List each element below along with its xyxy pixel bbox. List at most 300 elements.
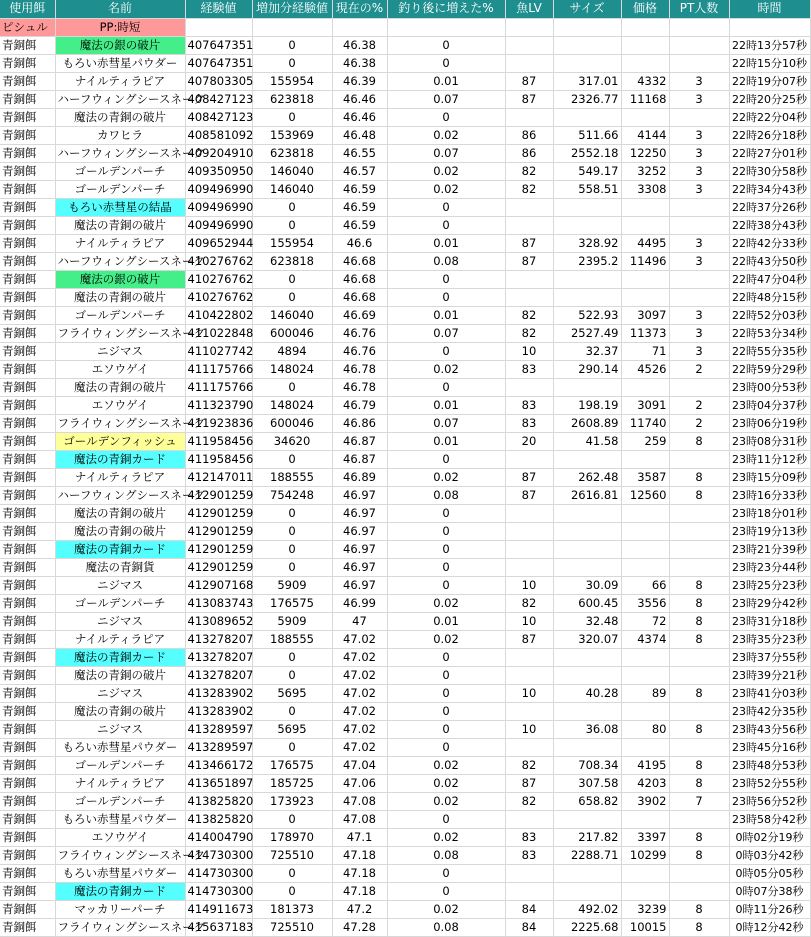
cell-time[interactable]: 22時52分03秒 (729, 306, 810, 324)
cell-bait[interactable]: 青銅餌 (0, 162, 55, 180)
cell-pct-increase[interactable]: 0.07 (387, 90, 505, 108)
cell-name[interactable]: 魔法の青銅の破片 (55, 666, 185, 684)
cell-empty[interactable] (387, 18, 505, 36)
cell-exp[interactable]: 411022848 (185, 324, 252, 342)
cell-party-size[interactable]: 3 (669, 252, 729, 270)
cell-fish-level[interactable] (505, 270, 553, 288)
cell-price[interactable]: 4144 (621, 126, 669, 144)
cell-bait[interactable]: 青銅餌 (0, 306, 55, 324)
cell-exp-gain[interactable]: 153969 (252, 126, 332, 144)
cell-price[interactable]: 11740 (621, 414, 669, 432)
cell-exp-gain[interactable]: 176575 (252, 594, 332, 612)
cell-name[interactable]: もろい赤彗星パウダー (55, 738, 185, 756)
cell-party-size[interactable] (669, 288, 729, 306)
cell-size[interactable] (553, 666, 621, 684)
cell-exp-gain[interactable]: 0 (252, 810, 332, 828)
cell-size[interactable] (553, 864, 621, 882)
header-bait[interactable]: 使用餌 (0, 0, 55, 18)
cell-bait[interactable]: 青銅餌 (0, 900, 55, 918)
cell-current-pct[interactable]: 46.97 (332, 576, 387, 594)
cell-party-size[interactable] (669, 378, 729, 396)
cell-pct-increase[interactable]: 0 (387, 882, 505, 900)
cell-party-size[interactable] (669, 504, 729, 522)
cell-fish-level[interactable]: 82 (505, 180, 553, 198)
cell-name[interactable]: 魔法の青銅の破片 (55, 216, 185, 234)
cell-exp-gain[interactable]: 0 (252, 108, 332, 126)
cell-name[interactable]: ナイルティラピア (55, 774, 185, 792)
cell-exp[interactable]: 414730300 (185, 882, 252, 900)
cell-bait[interactable]: 青銅餌 (0, 36, 55, 54)
cell-fish-level[interactable] (505, 378, 553, 396)
cell-fish-level[interactable]: 82 (505, 594, 553, 612)
cell-current-pct[interactable]: 46.68 (332, 288, 387, 306)
cell-price[interactable]: 4495 (621, 234, 669, 252)
cell-price[interactable]: 4195 (621, 756, 669, 774)
cell-exp[interactable]: 413283902 (185, 702, 252, 720)
cell-current-pct[interactable]: 46.78 (332, 378, 387, 396)
cell-bait[interactable]: 青銅餌 (0, 684, 55, 702)
cell-current-pct[interactable]: 46.97 (332, 504, 387, 522)
cell-party-size[interactable]: 8 (669, 774, 729, 792)
cell-time[interactable]: 23時25分23秒 (729, 576, 810, 594)
cell-pct-increase[interactable]: 0 (387, 270, 505, 288)
cell-pct-increase[interactable]: 0.02 (387, 126, 505, 144)
cell-exp[interactable]: 413278207 (185, 666, 252, 684)
cell-pct-increase[interactable]: 0 (387, 54, 505, 72)
cell-bait[interactable]: 青銅餌 (0, 828, 55, 846)
cell-exp-gain[interactable]: 0 (252, 288, 332, 306)
cell-bait[interactable]: 青銅餌 (0, 504, 55, 522)
cell-party-size[interactable]: 8 (669, 918, 729, 936)
cell-time[interactable]: 23時58分42秒 (729, 810, 810, 828)
cell-exp[interactable]: 412147011 (185, 468, 252, 486)
cell-current-pct[interactable]: 46.76 (332, 342, 387, 360)
cell-exp-gain[interactable]: 181373 (252, 900, 332, 918)
cell-time[interactable]: 23時00分53秒 (729, 378, 810, 396)
cell-exp-gain[interactable]: 188555 (252, 630, 332, 648)
cell-current-pct[interactable]: 47.18 (332, 846, 387, 864)
cell-time[interactable]: 23時18分01秒 (729, 504, 810, 522)
cell-current-pct[interactable]: 46.78 (332, 360, 387, 378)
cell-size[interactable] (553, 522, 621, 540)
cell-bait[interactable]: 青銅餌 (0, 108, 55, 126)
cell-size[interactable] (553, 288, 621, 306)
cell-bait[interactable]: 青銅餌 (0, 486, 55, 504)
cell-current-pct[interactable]: 46.59 (332, 216, 387, 234)
cell-name[interactable]: ゴールデンパーチ (55, 792, 185, 810)
cell-fish-level[interactable] (505, 738, 553, 756)
cell-price[interactable]: 80 (621, 720, 669, 738)
cell-exp-gain[interactable]: 146040 (252, 180, 332, 198)
cell-exp[interactable]: 412901259 (185, 504, 252, 522)
cell-exp[interactable]: 409350950 (185, 162, 252, 180)
cell-current-pct[interactable]: 46.59 (332, 180, 387, 198)
cell-exp-gain[interactable]: 5695 (252, 684, 332, 702)
cell-pct-increase[interactable]: 0 (387, 666, 505, 684)
cell-name[interactable]: エソウゲイ (55, 396, 185, 414)
cell-bait[interactable]: 青銅餌 (0, 450, 55, 468)
cell-time[interactable]: 22時47分04秒 (729, 270, 810, 288)
cell-bait[interactable]: 青銅餌 (0, 720, 55, 738)
cell-fish-level[interactable] (505, 108, 553, 126)
cell-empty[interactable] (505, 18, 553, 36)
cell-price[interactable] (621, 702, 669, 720)
cell-bait[interactable]: 青銅餌 (0, 414, 55, 432)
cell-exp-gain[interactable]: 0 (252, 738, 332, 756)
cell-exp-gain[interactable]: 185725 (252, 774, 332, 792)
cell-exp-gain[interactable]: 0 (252, 198, 332, 216)
cell-pct-increase[interactable]: 0.02 (387, 468, 505, 486)
cell-exp[interactable]: 413289597 (185, 738, 252, 756)
cell-pct-increase[interactable]: 0.08 (387, 846, 505, 864)
cell-exp[interactable]: 413825820 (185, 810, 252, 828)
cell-name[interactable]: ゴールデンパーチ (55, 180, 185, 198)
cell-time[interactable]: 23時52分55秒 (729, 774, 810, 792)
cell-fish-level[interactable]: 84 (505, 900, 553, 918)
cell-party-size[interactable] (669, 810, 729, 828)
cell-size[interactable] (553, 378, 621, 396)
cell-size[interactable] (553, 504, 621, 522)
cell-exp[interactable]: 410276762 (185, 270, 252, 288)
cell-size[interactable] (553, 270, 621, 288)
cell-bait[interactable]: 青銅餌 (0, 702, 55, 720)
cell-fish-level[interactable]: 10 (505, 612, 553, 630)
cell-pct-increase[interactable]: 0.02 (387, 900, 505, 918)
cell-bait[interactable]: 青銅餌 (0, 630, 55, 648)
cell-party-size[interactable]: 3 (669, 126, 729, 144)
cell-exp-gain[interactable]: 754248 (252, 486, 332, 504)
cell-name[interactable]: フライウィングシースネーク (55, 414, 185, 432)
cell-size[interactable]: 2326.77 (553, 90, 621, 108)
cell-time[interactable]: 23時41分03秒 (729, 684, 810, 702)
cell-price[interactable] (621, 378, 669, 396)
header-size[interactable]: サイズ (553, 0, 621, 18)
cell-time[interactable]: 22時43分50秒 (729, 252, 810, 270)
cell-price[interactable]: 3397 (621, 828, 669, 846)
cell-fish-level[interactable] (505, 648, 553, 666)
cell-name[interactable]: 魔法の青銅の破片 (55, 108, 185, 126)
cell-bait[interactable]: 青銅餌 (0, 864, 55, 882)
cell-current-pct[interactable]: 46.46 (332, 90, 387, 108)
cell-current-pct[interactable]: 47.06 (332, 774, 387, 792)
cell-time[interactable]: 22時22分04秒 (729, 108, 810, 126)
cell-price[interactable]: 89 (621, 684, 669, 702)
cell-price[interactable]: 259 (621, 432, 669, 450)
cell-current-pct[interactable]: 47.02 (332, 648, 387, 666)
cell-exp[interactable]: 414004790 (185, 828, 252, 846)
cell-exp[interactable]: 410422802 (185, 306, 252, 324)
cell-party-size[interactable]: 8 (669, 432, 729, 450)
cell-time[interactable]: 22時37分26秒 (729, 198, 810, 216)
cell-pct-increase[interactable]: 0.02 (387, 756, 505, 774)
cell-size[interactable]: 36.08 (553, 720, 621, 738)
cell-exp[interactable]: 414730300 (185, 864, 252, 882)
cell-name[interactable]: 魔法の青銅カード (55, 882, 185, 900)
cell-pct-increase[interactable]: 0.02 (387, 630, 505, 648)
cell-time[interactable]: 23時48分53秒 (729, 756, 810, 774)
cell-bait[interactable]: 青銅餌 (0, 666, 55, 684)
cell-pct-increase[interactable]: 0.01 (387, 432, 505, 450)
cell-name[interactable]: ゴールデンパーチ (55, 594, 185, 612)
cell-name[interactable]: ナイルティラピア (55, 234, 185, 252)
cell-exp-gain[interactable]: 0 (252, 378, 332, 396)
cell-exp-gain[interactable]: 5909 (252, 576, 332, 594)
cell-current-pct[interactable]: 47.18 (332, 864, 387, 882)
cell-party-size[interactable]: 3 (669, 324, 729, 342)
cell-party-size[interactable] (669, 270, 729, 288)
cell-exp-gain[interactable]: 155954 (252, 72, 332, 90)
cell-exp[interactable]: 413278207 (185, 630, 252, 648)
cell-fish-level[interactable] (505, 540, 553, 558)
cell-size[interactable] (553, 738, 621, 756)
cell-time[interactable]: 0時03分42秒 (729, 846, 810, 864)
cell-size[interactable]: 2616.81 (553, 486, 621, 504)
cell-bait[interactable]: 青銅餌 (0, 270, 55, 288)
cell-bait[interactable]: 青銅餌 (0, 774, 55, 792)
cell-pct-increase[interactable]: 0 (387, 450, 505, 468)
cell-bait[interactable]: 青銅餌 (0, 558, 55, 576)
cell-pct-increase[interactable]: 0 (387, 558, 505, 576)
cell-size[interactable]: 658.82 (553, 792, 621, 810)
cell-bait[interactable]: 青銅餌 (0, 540, 55, 558)
cell-party-size[interactable]: 3 (669, 72, 729, 90)
cell-bait[interactable]: 青銅餌 (0, 180, 55, 198)
cell-name[interactable]: 魔法の銀の破片 (55, 270, 185, 288)
cell-time[interactable]: 23時21分39秒 (729, 540, 810, 558)
cell-fish-level[interactable]: 83 (505, 396, 553, 414)
cell-exp[interactable]: 409496990 (185, 216, 252, 234)
cell-bait[interactable]: 青銅餌 (0, 792, 55, 810)
cell-current-pct[interactable]: 46.69 (332, 306, 387, 324)
cell-bait[interactable]: 青銅餌 (0, 810, 55, 828)
cell-pct-increase[interactable]: 0.02 (387, 792, 505, 810)
cell-exp-gain[interactable]: 0 (252, 36, 332, 54)
cell-current-pct[interactable]: 46.97 (332, 486, 387, 504)
cell-time[interactable]: 0時07分38秒 (729, 882, 810, 900)
cell-name[interactable]: もろい赤彗星パウダー (55, 864, 185, 882)
cell-party-size[interactable]: 8 (669, 594, 729, 612)
cell-price[interactable]: 3252 (621, 162, 669, 180)
cell-fish-level[interactable] (505, 864, 553, 882)
cell-size[interactable]: 290.14 (553, 360, 621, 378)
cell-price[interactable]: 4203 (621, 774, 669, 792)
cell-time[interactable]: 22時26分18秒 (729, 126, 810, 144)
cell-price[interactable] (621, 558, 669, 576)
cell-size[interactable]: 492.02 (553, 900, 621, 918)
cell-fish-level[interactable]: 86 (505, 144, 553, 162)
cell-current-pct[interactable]: 46.99 (332, 594, 387, 612)
cell-fish-level[interactable]: 10 (505, 576, 553, 594)
cell-empty[interactable] (252, 18, 332, 36)
cell-name[interactable]: ゴールデンパーチ (55, 162, 185, 180)
cell-bait[interactable]: 青銅餌 (0, 324, 55, 342)
cell-pct-increase[interactable]: 0.01 (387, 72, 505, 90)
cell-fish-level[interactable] (505, 36, 553, 54)
cell-exp[interactable]: 411323790 (185, 396, 252, 414)
cell-name[interactable]: ナイルティラピア (55, 468, 185, 486)
cell-name[interactable]: エソウゲイ (55, 828, 185, 846)
cell-exp[interactable]: 412901259 (185, 522, 252, 540)
cell-time[interactable]: 22時34分43秒 (729, 180, 810, 198)
cell-time[interactable]: 23時56分52秒 (729, 792, 810, 810)
cell-name[interactable]: ニジマス (55, 612, 185, 630)
cell-exp-gain[interactable]: 600046 (252, 324, 332, 342)
cell-current-pct[interactable]: 46.79 (332, 396, 387, 414)
cell-party-size[interactable] (669, 522, 729, 540)
cell-bait-type[interactable]: ピシュル (0, 18, 55, 36)
cell-price[interactable]: 10299 (621, 846, 669, 864)
cell-party-size[interactable] (669, 558, 729, 576)
cell-size[interactable] (553, 108, 621, 126)
cell-name[interactable]: 魔法の銀の破片 (55, 36, 185, 54)
cell-time[interactable]: 23時19分13秒 (729, 522, 810, 540)
cell-exp[interactable]: 408427123 (185, 90, 252, 108)
cell-current-pct[interactable]: 46.89 (332, 468, 387, 486)
cell-price[interactable]: 71 (621, 342, 669, 360)
cell-size[interactable]: 511.66 (553, 126, 621, 144)
cell-bait[interactable]: 青銅餌 (0, 648, 55, 666)
cell-fish-level[interactable]: 87 (505, 234, 553, 252)
header-party-size[interactable]: PT人数 (669, 0, 729, 18)
cell-pct-increase[interactable]: 0 (387, 108, 505, 126)
cell-party-size[interactable]: 3 (669, 234, 729, 252)
cell-exp[interactable]: 409496990 (185, 180, 252, 198)
cell-time[interactable]: 22時59分29秒 (729, 360, 810, 378)
cell-party-size[interactable]: 2 (669, 360, 729, 378)
cell-pct-increase[interactable]: 0 (387, 576, 505, 594)
cell-time[interactable]: 23時45分16秒 (729, 738, 810, 756)
cell-party-size[interactable] (669, 666, 729, 684)
cell-exp[interactable]: 410276762 (185, 252, 252, 270)
cell-current-pct[interactable]: 46.87 (332, 450, 387, 468)
cell-size[interactable]: 320.07 (553, 630, 621, 648)
cell-pct-increase[interactable]: 0.02 (387, 594, 505, 612)
cell-pct-increase[interactable]: 0 (387, 378, 505, 396)
cell-name[interactable]: ナイルティラピア (55, 630, 185, 648)
cell-current-pct[interactable]: 47.18 (332, 882, 387, 900)
cell-time[interactable]: 23時43分56秒 (729, 720, 810, 738)
cell-name[interactable]: 魔法の青銅カード (55, 450, 185, 468)
cell-exp-gain[interactable]: 0 (252, 450, 332, 468)
cell-time[interactable]: 23時35分23秒 (729, 630, 810, 648)
cell-bait[interactable]: 青銅餌 (0, 594, 55, 612)
cell-price[interactable] (621, 738, 669, 756)
cell-empty[interactable] (553, 18, 621, 36)
cell-exp[interactable]: 413289597 (185, 720, 252, 738)
cell-size[interactable]: 328.92 (553, 234, 621, 252)
cell-current-pct[interactable]: 46.76 (332, 324, 387, 342)
cell-fish-level[interactable] (505, 558, 553, 576)
cell-fish-level[interactable]: 84 (505, 918, 553, 936)
cell-pct-increase[interactable]: 0 (387, 36, 505, 54)
cell-time[interactable]: 22時20分25秒 (729, 90, 810, 108)
cell-exp[interactable]: 407647351 (185, 54, 252, 72)
cell-exp[interactable]: 413278207 (185, 648, 252, 666)
cell-fish-level[interactable]: 82 (505, 756, 553, 774)
cell-fish-level[interactable]: 87 (505, 630, 553, 648)
cell-name[interactable]: もろい赤彗星の結晶 (55, 198, 185, 216)
cell-fish-level[interactable]: 82 (505, 792, 553, 810)
cell-fish-level[interactable]: 83 (505, 414, 553, 432)
cell-party-size[interactable] (669, 702, 729, 720)
cell-time[interactable]: 23時15分09秒 (729, 468, 810, 486)
cell-time[interactable]: 23時16分33秒 (729, 486, 810, 504)
cell-current-pct[interactable]: 46.48 (332, 126, 387, 144)
cell-exp[interactable]: 411923836 (185, 414, 252, 432)
cell-current-pct[interactable]: 47.08 (332, 792, 387, 810)
cell-party-size[interactable]: 8 (669, 900, 729, 918)
cell-empty[interactable] (621, 18, 669, 36)
cell-current-pct[interactable]: 47.2 (332, 900, 387, 918)
cell-size[interactable] (553, 540, 621, 558)
cell-exp-gain[interactable]: 0 (252, 54, 332, 72)
cell-size[interactable]: 2225.68 (553, 918, 621, 936)
cell-size[interactable] (553, 36, 621, 54)
cell-current-pct[interactable]: 47.02 (332, 720, 387, 738)
cell-party-size[interactable] (669, 738, 729, 756)
cell-size[interactable]: 40.28 (553, 684, 621, 702)
cell-exp-gain[interactable]: 0 (252, 504, 332, 522)
cell-size[interactable]: 41.58 (553, 432, 621, 450)
cell-exp-gain[interactable]: 0 (252, 522, 332, 540)
cell-party-size[interactable]: 8 (669, 486, 729, 504)
cell-exp[interactable]: 412901259 (185, 558, 252, 576)
cell-name[interactable]: マッカリーパーチ (55, 900, 185, 918)
cell-current-pct[interactable]: 46.97 (332, 540, 387, 558)
cell-exp[interactable]: 411027742 (185, 342, 252, 360)
cell-name[interactable]: ハーフウィングシースネーク (55, 486, 185, 504)
cell-exp[interactable]: 408581092 (185, 126, 252, 144)
cell-exp[interactable]: 412901259 (185, 486, 252, 504)
cell-price[interactable]: 3587 (621, 468, 669, 486)
cell-pct-increase[interactable]: 0 (387, 738, 505, 756)
cell-size[interactable]: 32.48 (553, 612, 621, 630)
cell-fish-level[interactable]: 10 (505, 342, 553, 360)
cell-size[interactable]: 307.58 (553, 774, 621, 792)
cell-size[interactable]: 708.34 (553, 756, 621, 774)
cell-pct-increase[interactable]: 0 (387, 720, 505, 738)
cell-exp-gain[interactable]: 176575 (252, 756, 332, 774)
cell-bait[interactable]: 青銅餌 (0, 522, 55, 540)
cell-current-pct[interactable]: 46.86 (332, 414, 387, 432)
cell-name[interactable]: 魔法の青銅貨 (55, 558, 185, 576)
cell-bait[interactable]: 青銅餌 (0, 468, 55, 486)
cell-name[interactable]: 魔法の青銅の破片 (55, 702, 185, 720)
cell-party-size[interactable] (669, 864, 729, 882)
cell-exp-gain[interactable]: 148024 (252, 396, 332, 414)
cell-exp-gain[interactable]: 146040 (252, 162, 332, 180)
cell-pct-increase[interactable]: 0 (387, 702, 505, 720)
cell-current-pct[interactable]: 46.38 (332, 54, 387, 72)
cell-name[interactable]: ハーフウィングシースネーク (55, 252, 185, 270)
cell-fish-level[interactable] (505, 198, 553, 216)
cell-bait[interactable]: 青銅餌 (0, 918, 55, 936)
cell-time[interactable]: 23時42分35秒 (729, 702, 810, 720)
header-exp-gain[interactable]: 増加分経験値 (252, 0, 332, 18)
cell-bait[interactable]: 青銅餌 (0, 846, 55, 864)
cell-price[interactable] (621, 666, 669, 684)
cell-price[interactable]: 3308 (621, 180, 669, 198)
cell-party-size[interactable]: 3 (669, 162, 729, 180)
cell-fish-level[interactable] (505, 450, 553, 468)
cell-current-pct[interactable]: 46.97 (332, 522, 387, 540)
cell-party-size[interactable]: 3 (669, 180, 729, 198)
cell-price[interactable]: 4374 (621, 630, 669, 648)
cell-current-pct[interactable]: 46.39 (332, 72, 387, 90)
cell-price[interactable] (621, 864, 669, 882)
cell-party-size[interactable]: 8 (669, 684, 729, 702)
cell-current-pct[interactable]: 46.97 (332, 558, 387, 576)
